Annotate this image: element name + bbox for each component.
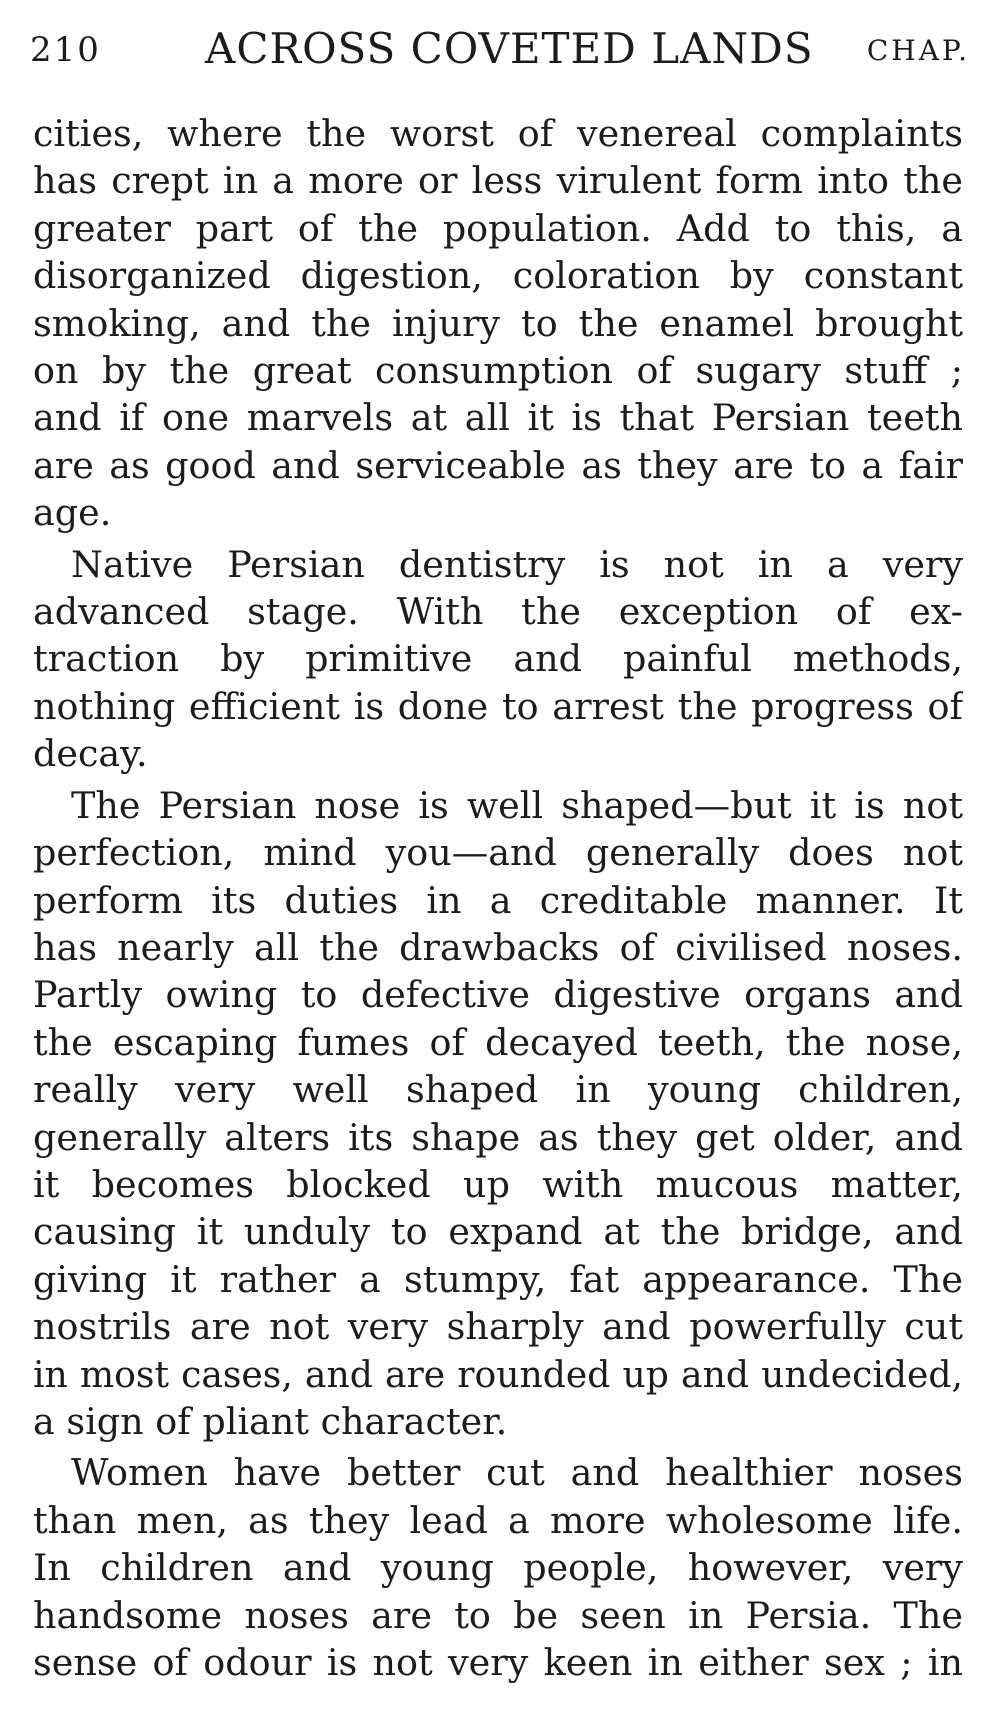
paragraph-2 — [33, 541, 963, 778]
paragraph-4 — [33, 1449, 963, 1686]
text-line: Native Persian dentistry is not in a very — [71, 542, 963, 586]
text-line: has crept in a more or less virulent form into the — [33, 159, 963, 203]
page-number: 210 — [30, 30, 101, 70]
text-line: handsome noses are to be seen in Persia. The — [33, 1593, 963, 1637]
text-line: Women have better cut and healthier noses — [71, 1451, 963, 1495]
text-line: disorganized digestion, coloration by constant — [33, 254, 963, 298]
text-line: smoking, and the injury to the enamel brought — [33, 301, 963, 345]
text-line: perform its duties in a creditable manner. It — [33, 878, 963, 922]
text-line: are as good and serviceable as they are to a fair — [33, 443, 963, 487]
text-line: decay. — [33, 732, 148, 776]
text-line: cities, where the worst of venereal complaints — [33, 112, 963, 155]
text-line: nostrils are not very sharply and powerfully cut — [33, 1305, 963, 1349]
paragraph-1 — [33, 110, 963, 537]
text-line: perfection, mind you—and generally does not — [33, 831, 963, 875]
text-line: a sign of pliant character. — [33, 1399, 508, 1443]
text-line: generally alters its shape as they get older, and — [33, 1115, 963, 1159]
text-line: on by the great consumption of sugary stuff ; — [33, 349, 963, 393]
text-line: sense of odour is not very keen in either sex ; in — [33, 1641, 963, 1684]
text-line: in most cases, and are rounded up and undecided, — [33, 1352, 963, 1396]
text-line: than men, as they lead a more wholesome life. — [33, 1498, 963, 1542]
text-line: causing it unduly to expand at the bridge, and — [33, 1210, 963, 1254]
text-line: the escaping fumes of decayed teeth, the nose, — [33, 1020, 963, 1064]
text-line: greater part of the population. Add to this, a — [33, 206, 963, 250]
text-line: giving it rather a stumpy, fat appearance. The — [33, 1257, 963, 1301]
text-line: advanced stage. With the exception of ex- — [33, 590, 963, 634]
text-line: has nearly all the drawbacks of civilised noses. — [33, 925, 963, 969]
text-line: Partly owing to defective digestive organs and — [33, 973, 963, 1017]
chapter-label: CHAP. — [866, 34, 970, 67]
text-line: it becomes blocked up with mucous matter, — [33, 1162, 963, 1206]
text-line: The Persian nose is well shaped—but it is not — [71, 783, 963, 827]
body-text — [33, 110, 963, 1690]
paragraph-3 — [33, 782, 963, 1446]
page-header — [30, 18, 970, 82]
text-line: traction by primitive and painful methods, — [33, 637, 963, 681]
running-head: ACROSS COVETED LANDS — [205, 24, 814, 73]
text-line: In children and young people, however, very — [33, 1546, 963, 1590]
text-line: nothing efficient is done to arrest the progress of — [33, 684, 963, 728]
text-line: and if one marvels at all it is that Persian teeth — [33, 396, 963, 440]
text-line: age. — [33, 491, 112, 535]
text-line: really very well shaped in young children, — [33, 1068, 963, 1112]
